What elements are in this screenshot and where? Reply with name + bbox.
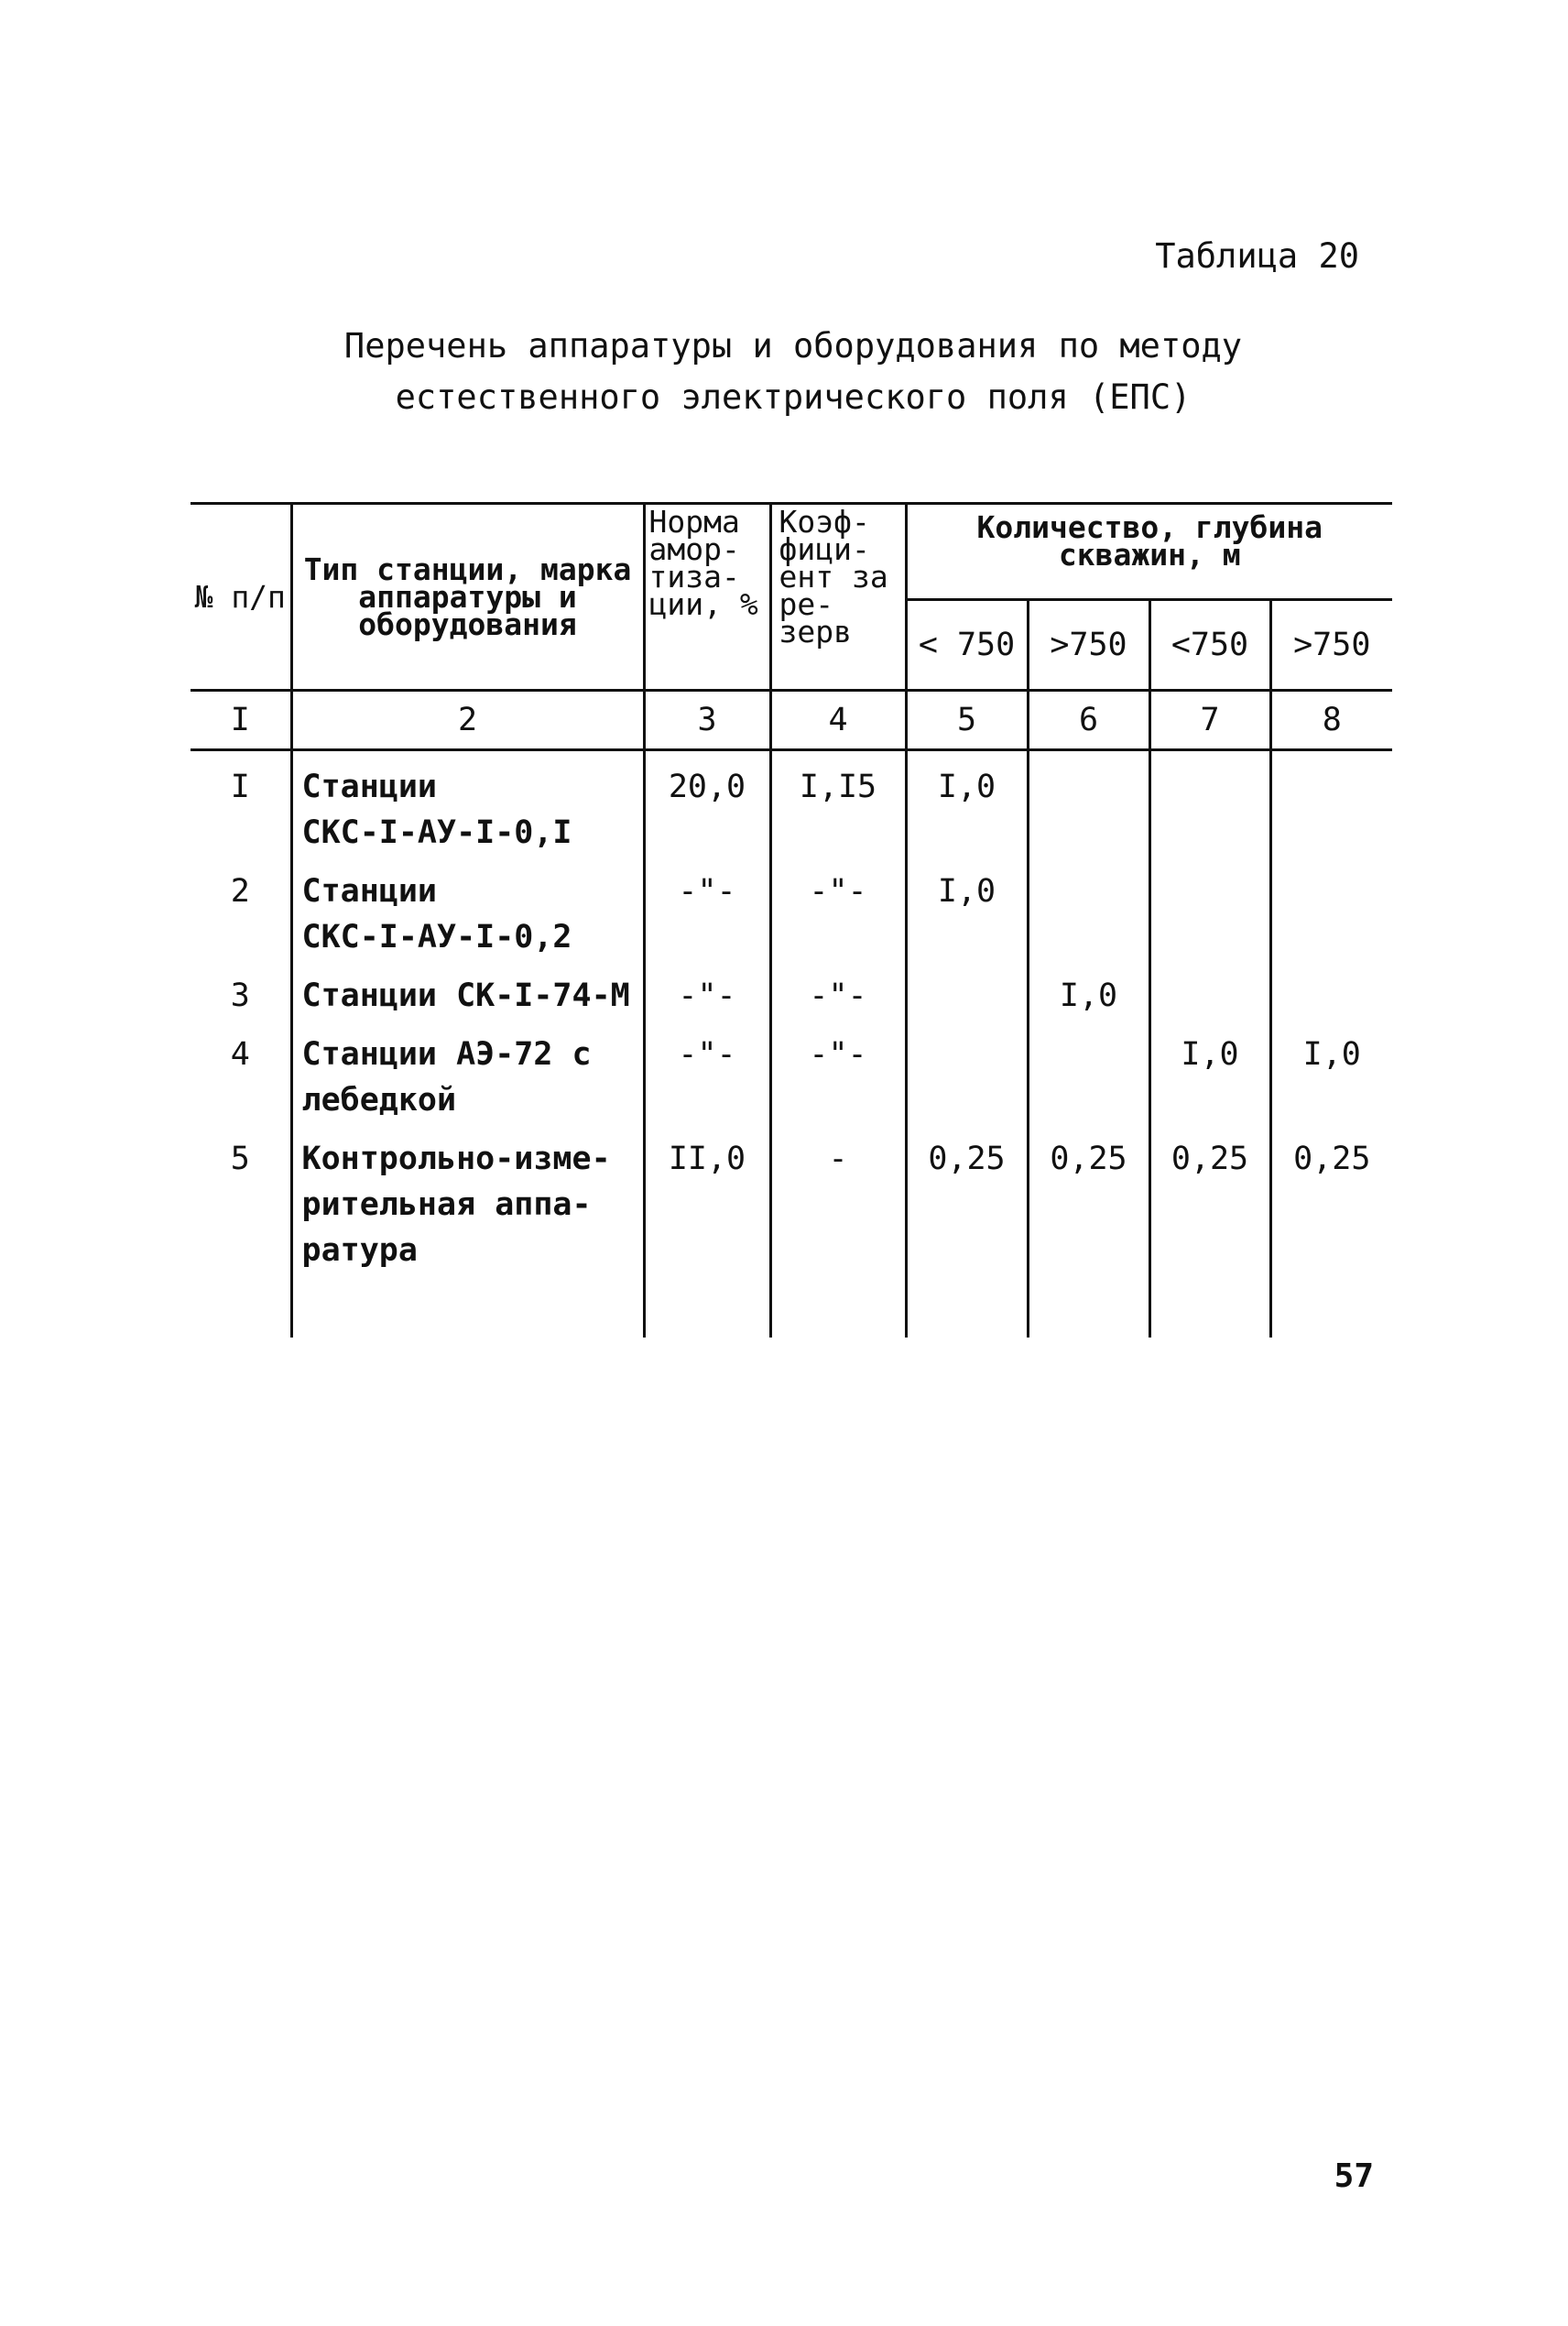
row-name-line: СКС-I-АУ-I-0,I xyxy=(301,814,572,851)
row-num: 3 xyxy=(230,977,250,1014)
row-c7: 0,25 xyxy=(1149,1123,1270,1273)
equipment-table-wrapper xyxy=(191,502,1392,1338)
page-number: 57 xyxy=(1334,2157,1374,2195)
column-number: 4 xyxy=(770,691,906,750)
row-c5: I,0 xyxy=(906,856,1028,960)
row-c6 xyxy=(1028,856,1149,960)
column-number: 8 xyxy=(1270,691,1392,750)
column-number: 5 xyxy=(906,691,1028,750)
row-coef: -"- xyxy=(770,856,906,960)
header-coef: Коэф- фици- ент за ре- зерв xyxy=(770,504,906,691)
table-title xyxy=(0,321,1568,423)
row-c5: I,0 xyxy=(906,750,1028,857)
row-c6: 0,25 xyxy=(1028,1123,1149,1273)
row-name-line: СКС-I-АУ-I-0,2 xyxy=(301,919,572,956)
row-name-line: Контрольно-изме- xyxy=(301,1141,611,1177)
row-name-line: Станции xyxy=(301,769,438,805)
row-c5 xyxy=(906,960,1028,1019)
equipment-table xyxy=(191,502,1392,1338)
column-number: I xyxy=(191,691,291,750)
row-norm: 20,0 xyxy=(644,750,770,857)
row-c6 xyxy=(1028,1019,1149,1123)
row-name xyxy=(291,960,644,1019)
row-c8: I,0 xyxy=(1270,1019,1392,1123)
column-number: 7 xyxy=(1149,691,1270,750)
table-title-line-2: естественного электрического поля (ЕПС) xyxy=(395,377,1192,417)
row-coef: -"- xyxy=(770,960,906,1019)
row-c8: 0,25 xyxy=(1270,1123,1392,1273)
row-name-line: лебедкой xyxy=(301,1082,457,1119)
table-row xyxy=(191,1123,1392,1273)
column-number: 6 xyxy=(1028,691,1149,750)
row-norm: -"- xyxy=(644,960,770,1019)
row-norm: II,0 xyxy=(644,1123,770,1273)
row-c7: I,0 xyxy=(1149,1019,1270,1123)
row-coef: -"- xyxy=(770,1019,906,1123)
row-c8 xyxy=(1270,856,1392,960)
row-coef: I,I5 xyxy=(770,750,906,857)
row-c7 xyxy=(1149,856,1270,960)
header-sub-2: >750 xyxy=(1028,600,1149,691)
header-quantity: Количество, глубина скважин, м xyxy=(906,504,1392,600)
column-number: 2 xyxy=(291,691,644,750)
row-num: 5 xyxy=(230,1141,250,1177)
row-c7 xyxy=(1149,960,1270,1019)
row-name xyxy=(291,1019,644,1123)
row-c6: I,0 xyxy=(1028,960,1149,1019)
row-num: I xyxy=(230,769,250,805)
row-c7 xyxy=(1149,750,1270,857)
row-name-line: ратура xyxy=(301,1232,418,1269)
table-row xyxy=(191,856,1392,960)
header-num: № п/п xyxy=(191,504,291,691)
row-name-line: Станции АЭ-72 с xyxy=(301,1036,592,1073)
row-name-line: Станции xyxy=(301,873,438,910)
row-name-line: рительная аппа- xyxy=(301,1186,592,1223)
row-c6 xyxy=(1028,750,1149,857)
row-c5 xyxy=(906,1019,1028,1123)
header-norm: Норма амор- тиза- ции, % xyxy=(644,504,770,691)
row-name-line: Станции СК-I-74-М xyxy=(301,977,630,1014)
row-c8 xyxy=(1270,960,1392,1019)
row-coef: - xyxy=(770,1123,906,1273)
table-row xyxy=(191,1019,1392,1123)
row-num: 2 xyxy=(230,873,250,910)
table-caption: Таблица 20 xyxy=(1155,236,1359,276)
table-bottom-spacer xyxy=(191,1273,1392,1338)
column-numbers-row xyxy=(191,691,1392,750)
row-name xyxy=(291,750,644,857)
table-row xyxy=(191,960,1392,1019)
row-norm: -"- xyxy=(644,1019,770,1123)
row-name xyxy=(291,856,644,960)
row-name xyxy=(291,1123,644,1273)
row-c8 xyxy=(1270,750,1392,857)
header-sub-1: < 750 xyxy=(906,600,1028,691)
column-number: 3 xyxy=(644,691,770,750)
row-c5: 0,25 xyxy=(906,1123,1028,1273)
table-row xyxy=(191,750,1392,857)
row-norm: -"- xyxy=(644,856,770,960)
table-title-line-1: Перечень аппаратуры и оборудования по методу xyxy=(343,326,1243,366)
header-type: Тип станции, марка аппаратуры и оборудования xyxy=(291,504,644,691)
row-num: 4 xyxy=(230,1036,250,1073)
header-sub-4: >750 xyxy=(1270,600,1392,691)
header-sub-3: <750 xyxy=(1149,600,1270,691)
